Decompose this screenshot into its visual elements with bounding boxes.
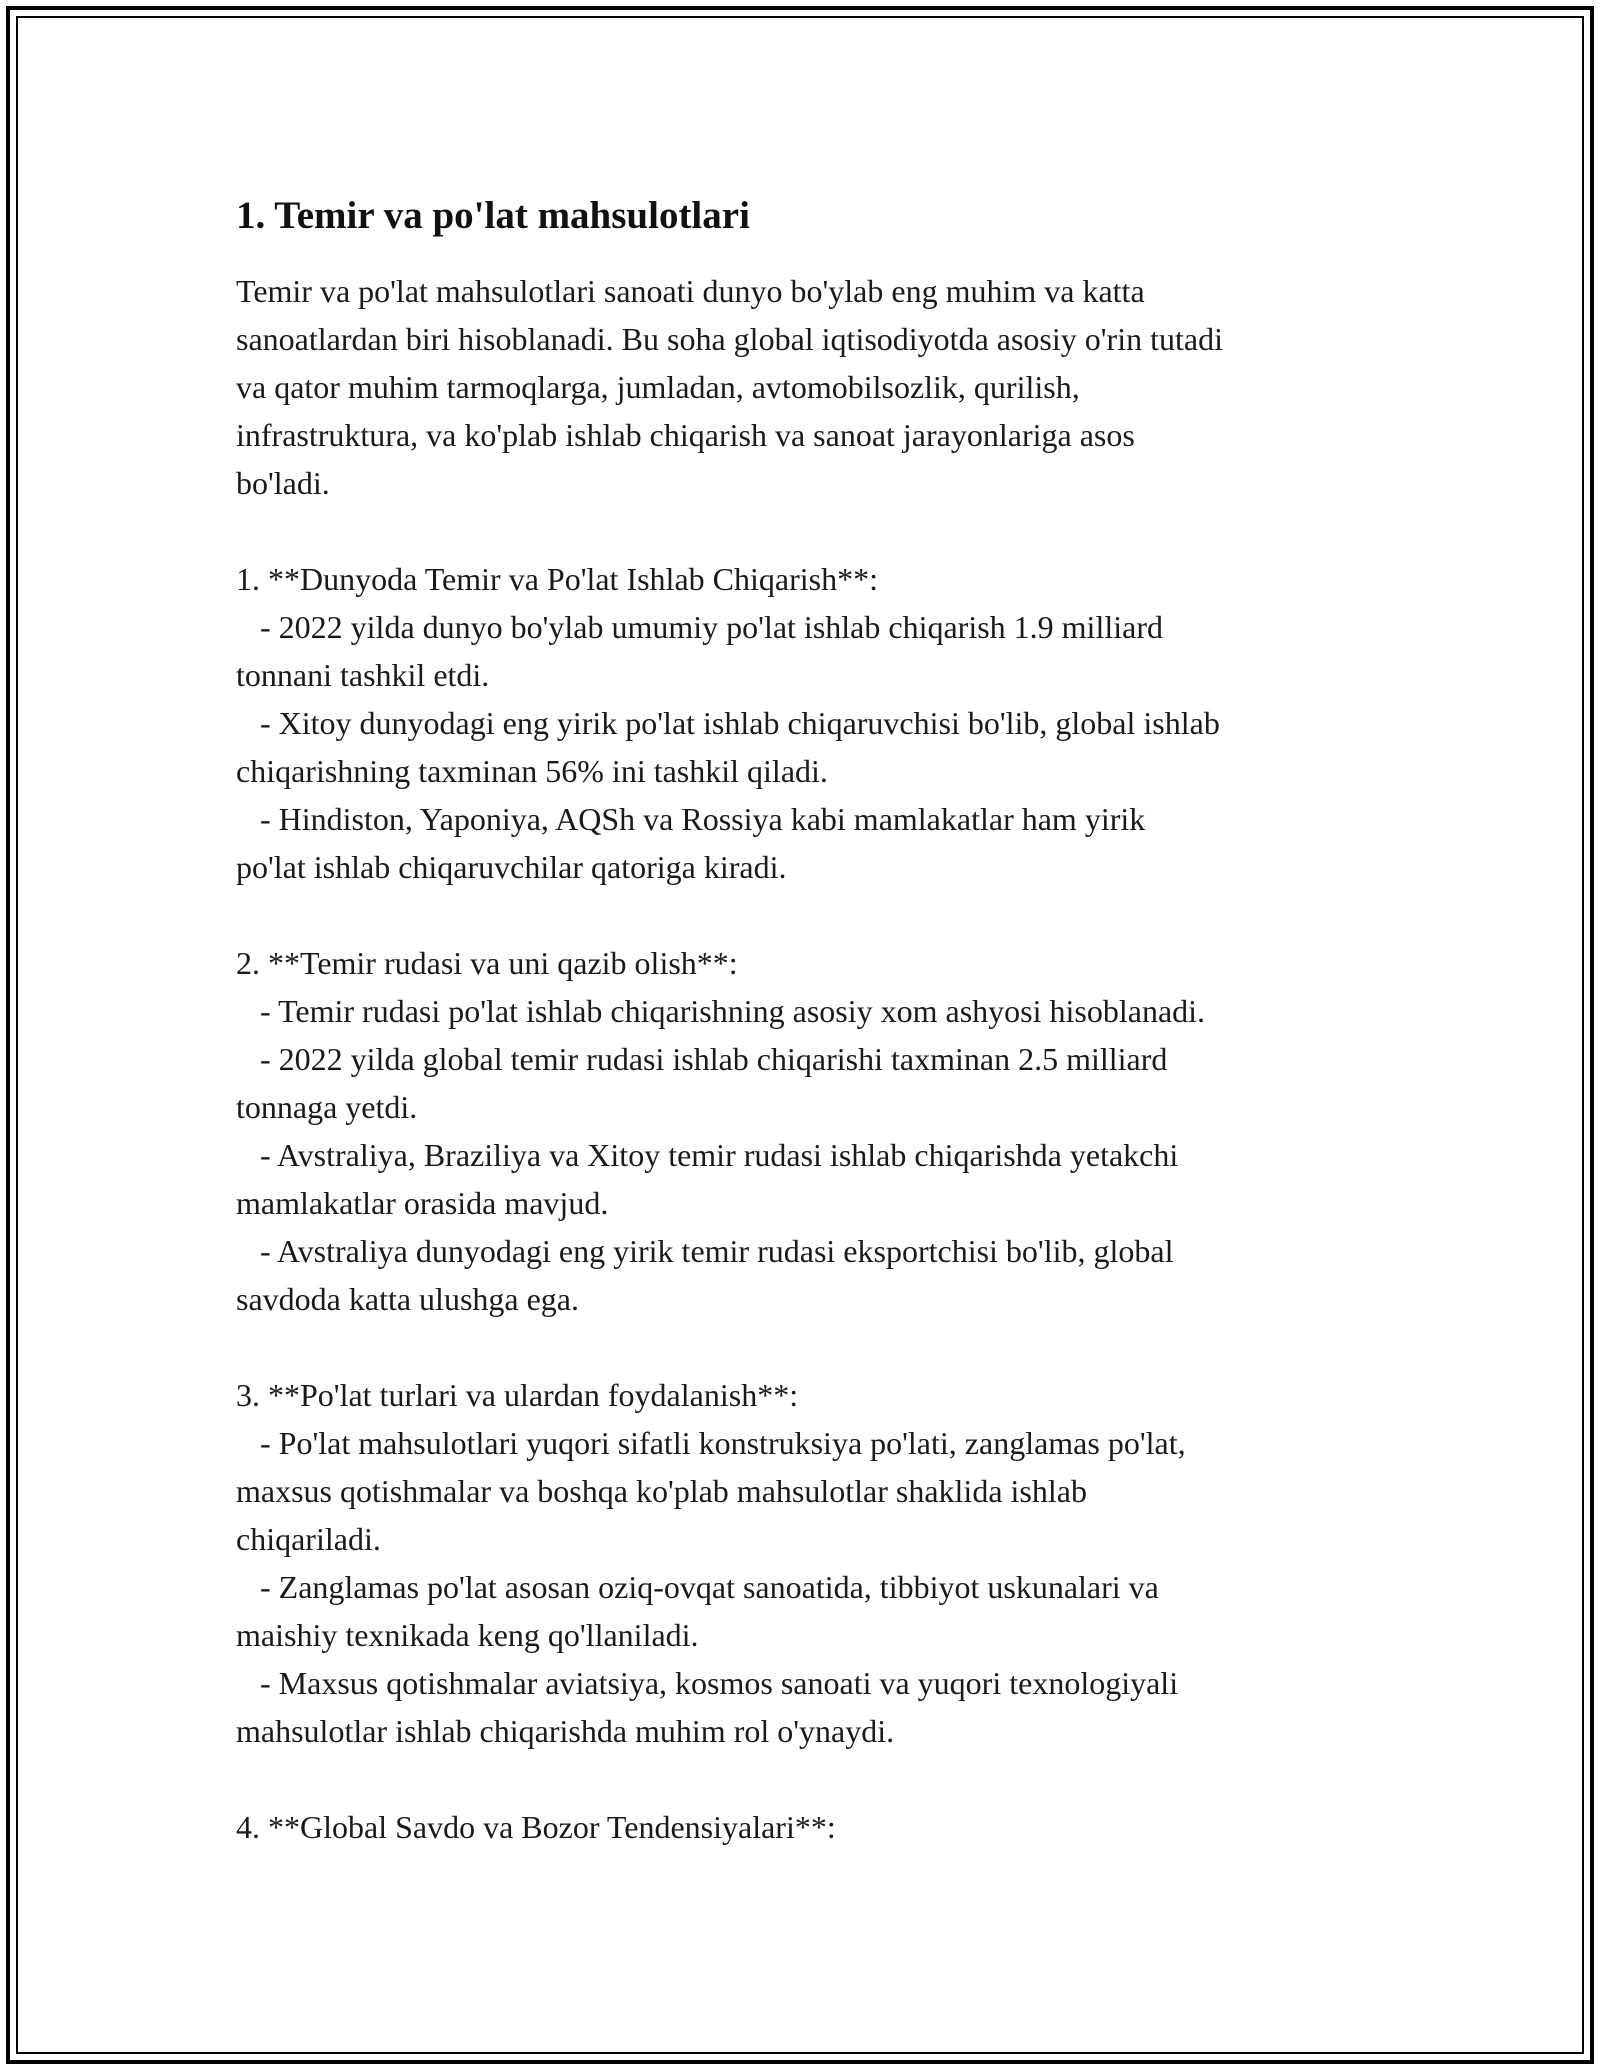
section-title: 4. **Global Savdo va Bozor Tendensiyalari**: [236, 1809, 836, 1845]
bullet-item: - Xitoy dunyodagi eng yirik po'lat ishlab chiqaruvchisi bo'lib, global ishlab chiqarishning taxminan 56% ini tashkil qiladi. [236, 705, 1220, 789]
bullet-item: - Po'lat mahsulotlari yuqori sifatli konstruksiya po'lati, zanglamas po'lat, maxsus qotishmalar va boshqa ko'plab mahsulotlar shaklida ishlab chiqariladi. [236, 1425, 1186, 1557]
document-body [236, 192, 1376, 1851]
bullet-item: - 2022 yilda global temir rudasi ishlab chiqarishi taxminan 2.5 milliard tonnaga yetdi. [236, 1041, 1168, 1125]
section-steel-types [236, 1371, 1376, 1755]
section-global-trade [236, 1803, 1376, 1851]
bullet-item: - Hindiston, Yaponiya, AQSh va Rossiya kabi mamlakatlar ham yirik po'lat ishlab chiqaruvchilar qatoriga kiradi. [236, 801, 1146, 885]
bullet-item: - Zanglamas po'lat asosan oziq-ovqat sanoatida, tibbiyot uskunalari va maishiy texnikada keng qo'llaniladi. [236, 1569, 1159, 1653]
bullet-item: - Avstraliya, Braziliya va Xitoy temir rudasi ishlab chiqarishda yetakchi mamlakatlar orasida mavjud. [236, 1137, 1179, 1221]
intro-paragraph: Temir va po'lat mahsulotlari sanoati dunyo bo'ylab eng muhim va katta sanoatlardan biri hisoblanadi. Bu soha global iqtisodiyotda asosiy o'rin tutadi va qator muhim tarmoqlarga, jumladan, avtomobilsozlik, qurilish, infrastruktura, va ko'plab ishlab chiqarish va sanoat jarayonlariga asos bo'ladi. [236, 273, 1223, 501]
section-iron-ore [236, 939, 1376, 1323]
section-production [236, 555, 1376, 891]
bullet-item: - 2022 yilda dunyo bo'ylab umumiy po'lat ishlab chiqarish 1.9 milliard tonnani tashkil etdi. [236, 609, 1163, 693]
bullet-item: - Avstraliya dunyodagi eng yirik temir rudasi eksportchisi bo'lib, global savdoda katta ulushga ega. [236, 1233, 1174, 1317]
bullet-item: - Temir rudasi po'lat ishlab chiqarishning asosiy xom ashyosi hisoblanadi. [236, 993, 1206, 1029]
document-heading: 1. Temir va po'lat mahsulotlari [236, 194, 750, 237]
section-title: 2. **Temir rudasi va uni qazib olish**: [236, 945, 738, 981]
section-title: 3. **Po'lat turlari va ulardan foydalanish**: [236, 1377, 799, 1413]
section-title: 1. **Dunyoda Temir va Po'lat Ishlab Chiqarish**: [236, 561, 878, 597]
bullet-item: - Maxsus qotishmalar aviatsiya, kosmos sanoati va yuqori texnologiyali mahsulotlar ishlab chiqarishda muhim rol o'ynaydi. [236, 1665, 1179, 1749]
